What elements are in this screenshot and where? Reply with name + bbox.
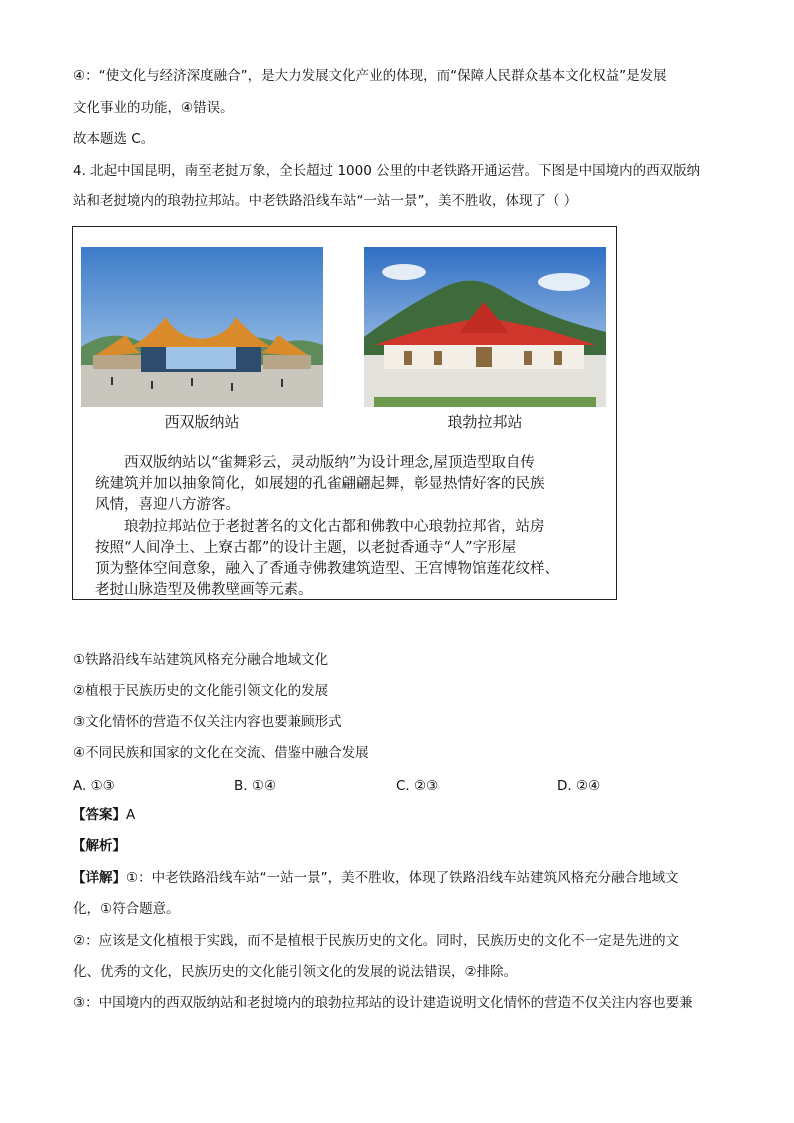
option-a: A. ①③ xyxy=(73,778,115,794)
question-line: 4. 北起中国昆明，南至老挝万象，全长超过 1000 公里的中老铁路开通运营。下图是中国境内的西双版纳 xyxy=(73,163,701,179)
statement-item: ④不同民族和国家的文化在交流、借鉴中融合发展 xyxy=(73,745,369,761)
answer-label: 【答案】 xyxy=(72,807,126,823)
option-b: B. ①④ xyxy=(234,778,277,794)
figure-box xyxy=(72,226,617,600)
statement-item: ③文化情怀的营造不仅关注内容也要兼顾形式 xyxy=(73,714,342,730)
question-line: 站和老挝境内的琅勃拉邦站。中老铁路沿线车站“一站一景”，美不胜收，体现了（ ） xyxy=(73,193,578,209)
detail-line: 化、优秀的文化，民族历史的文化能引领文化的发展的说法错误，②排除。 xyxy=(73,964,518,980)
detail-line xyxy=(72,868,679,888)
answer-options xyxy=(73,776,713,796)
figure-text-line: 统建筑并加以抽象简化，如展翅的孔雀翩翩起舞，彰显热情好客的民族 xyxy=(95,476,545,492)
text-line: 故本题选 C。 xyxy=(73,131,155,147)
detail-text: ①：中老铁路沿线车站“一站一景”，美不胜收，体现了铁路沿线车站建筑风格充分融合地域文 xyxy=(126,870,679,886)
xishuangbanna-station-photo xyxy=(81,247,323,407)
text-line: ④：“使文化与经济深度融合”，是大力发展文化产业的体现，而“保障人民群众基本文化权益”是发展 xyxy=(73,68,667,84)
statement-item: ①铁路沿线车站建筑风格充分融合地域文化 xyxy=(73,652,329,668)
figure-text-line: 顶为整体空间意象，融入了香通寺佛教建筑造型、王宫博物馆莲花纹样、 xyxy=(95,561,559,577)
luang-prabang-station-photo xyxy=(364,247,606,407)
detail-line: ③：中国境内的西双版纳站和老挝境内的琅勃拉邦站的设计建造说明文化情怀的营造不仅关注内容也要兼 xyxy=(73,995,693,1011)
figure-text-line: 风情，喜迎八方游客。 xyxy=(95,497,240,513)
detail-line: ②：应该是文化植根于实践，而不是植根于民族历史的文化。同时，民族历史的文化不一定是先进的文 xyxy=(73,933,680,949)
detail-label: 【详解】 xyxy=(72,870,126,886)
option-d: D. ②④ xyxy=(557,778,601,794)
left-photo-caption: 西双版纳站 xyxy=(164,413,240,431)
figure-text-line: 老挝山脉造型及佛教壁画等元素。 xyxy=(95,582,313,598)
answer-value: A xyxy=(126,807,136,823)
right-photo-caption: 琅勃拉邦站 xyxy=(447,413,523,431)
statement-item: ②植根于民族历史的文化能引领文化的发展 xyxy=(73,683,329,699)
analysis-label: 【解析】 xyxy=(72,838,126,854)
detail-line: 化，①符合题意。 xyxy=(73,901,180,917)
answer-line xyxy=(72,805,135,825)
option-c: C. ②③ xyxy=(396,778,439,794)
text-line: 文化事业的功能，④错误。 xyxy=(73,100,234,116)
figure-text-line: 西双版纳站以“雀舞彩云，灵动版纳”为设计理念,屋顶造型取自传 xyxy=(124,455,535,471)
figure-text-line: 按照“人间净土、上寮古都”的设计主题，以老挝香通寺“人”字形屋 xyxy=(95,540,517,556)
figure-text-line: 琅勃拉邦站位于老挝著名的文化古都和佛教中心琅勃拉邦省，站房 xyxy=(124,519,545,535)
